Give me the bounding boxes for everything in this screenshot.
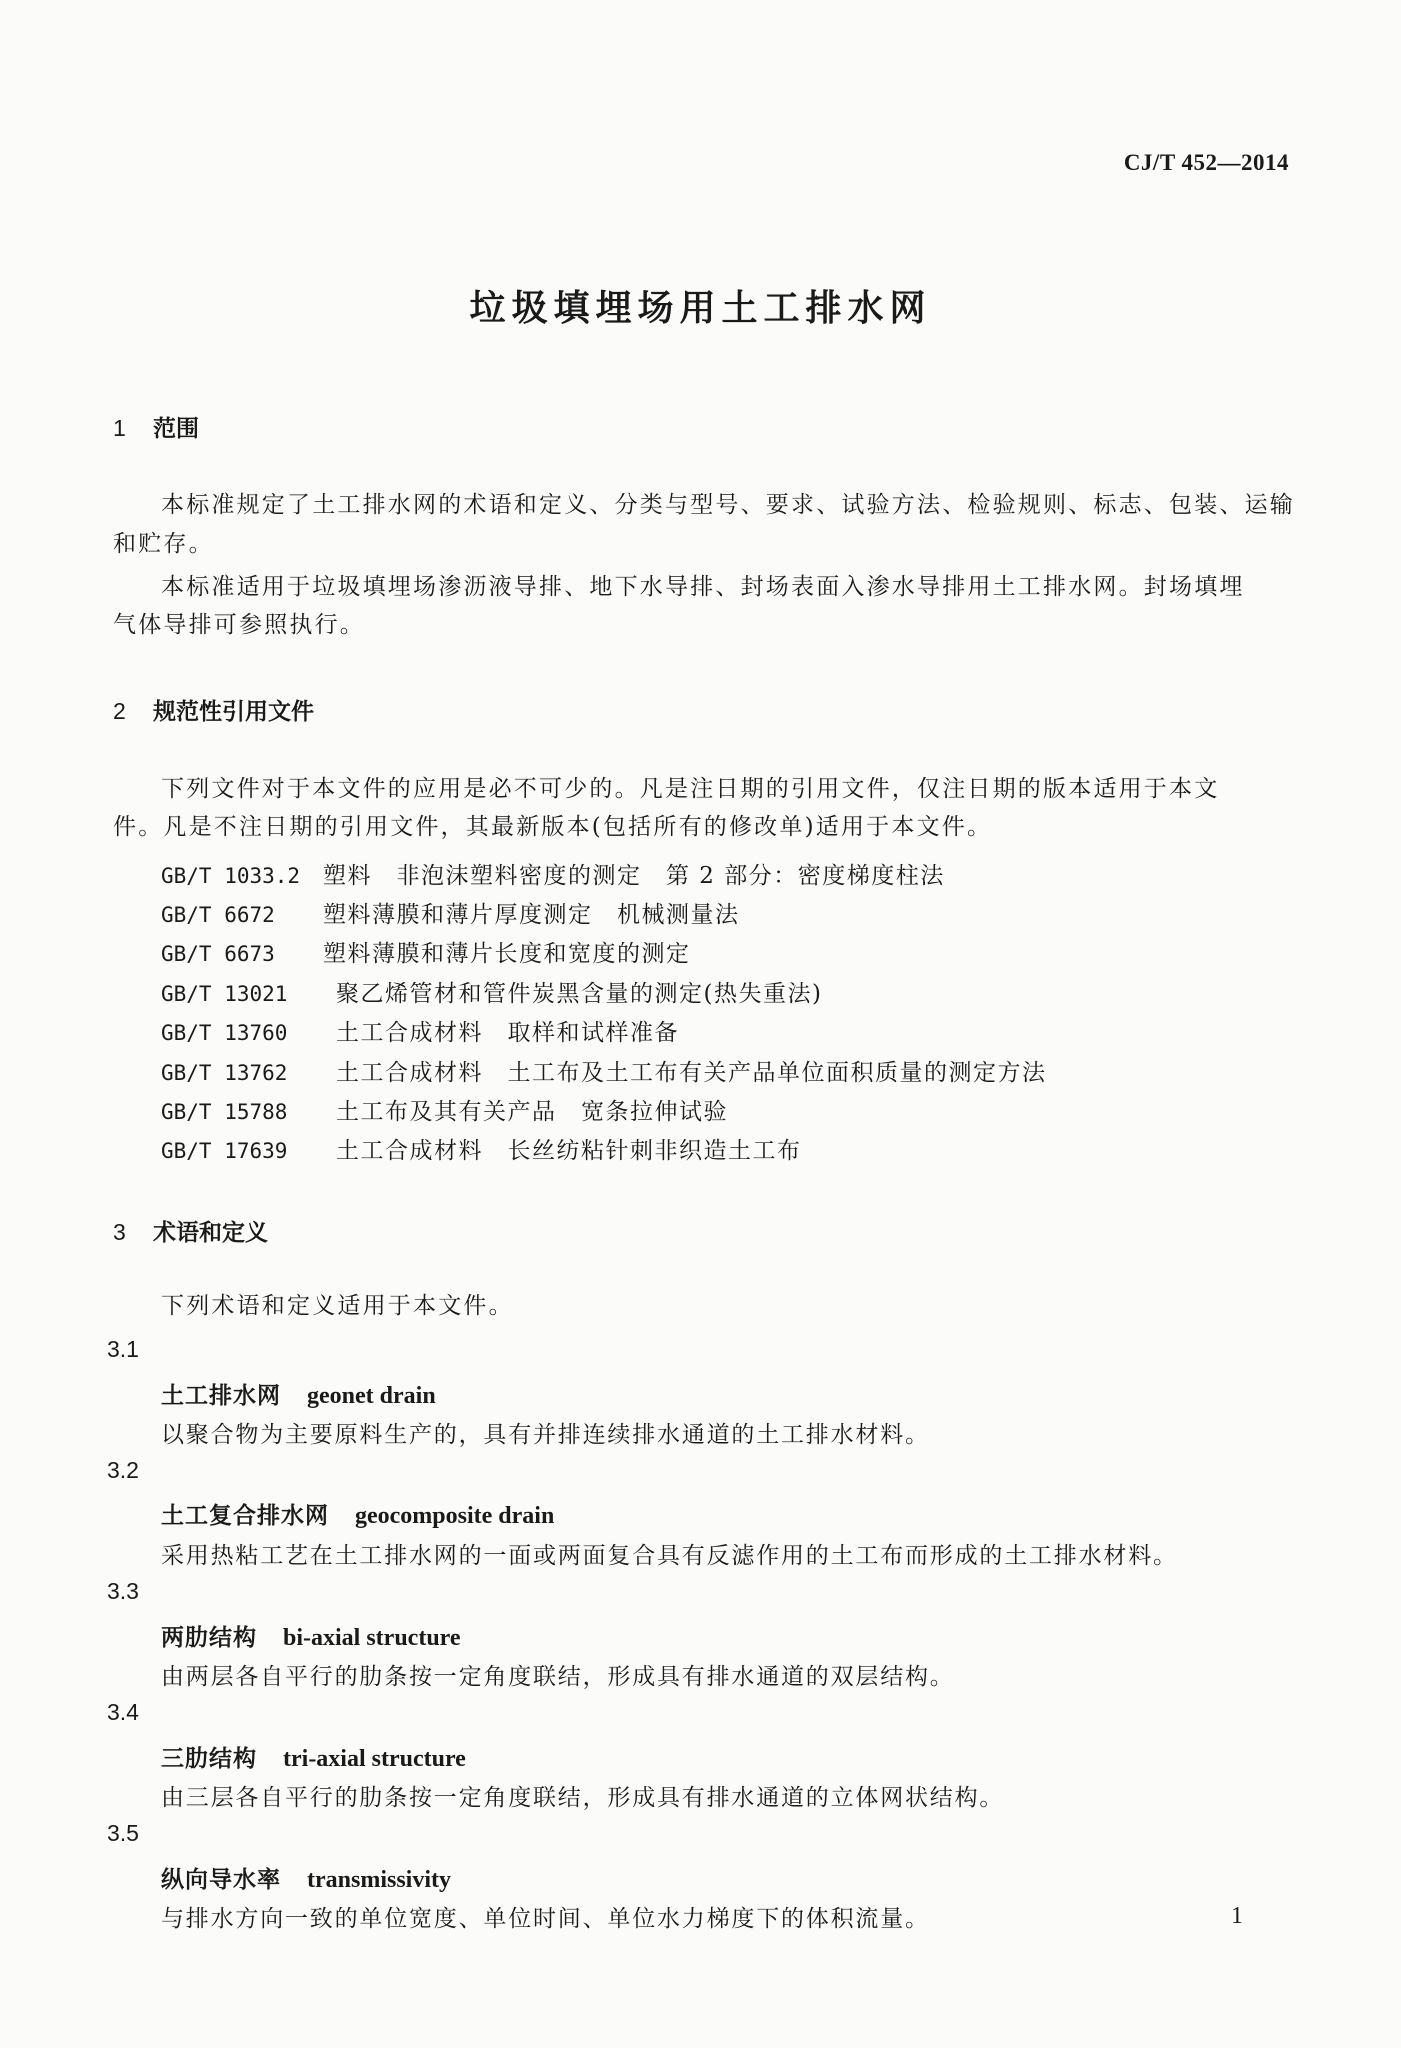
section-number: 1	[113, 415, 126, 441]
section-3-heading	[113, 1214, 268, 1247]
reference-item	[161, 1132, 802, 1165]
term-heading	[161, 1740, 466, 1773]
term-definition: 由三层各自平行的肋条按一定角度联结，形成具有排水通道的立体网状结构。	[161, 1785, 1005, 1811]
section-title: 术语和定义	[153, 1220, 268, 1246]
reference-code: GB/T 15788	[161, 1100, 288, 1124]
scope-paragraph-1-line-2: 和贮存。	[113, 531, 214, 557]
term-heading	[161, 1497, 554, 1530]
reference-code: GB/T 6673	[161, 942, 275, 966]
term-english: tri-axial structure	[283, 1746, 466, 1772]
reference-title: 聚乙烯管材和管件炭黑含量的测定(热失重法)	[336, 981, 823, 1007]
reference-code: GB/T 1033.2	[161, 864, 301, 888]
reference-title: 土工合成材料 长丝纺粘针刺非织造土工布	[336, 1138, 802, 1164]
term-chinese: 三肋结构	[161, 1746, 257, 1772]
normative-intro-line-2: 件。凡是不注日期的引用文件，其最新版本(包括所有的修改单)适用于本文件。	[113, 814, 993, 840]
reference-code: GB/T 17639	[161, 1139, 288, 1163]
clause-number: 3.1	[107, 1336, 139, 1362]
section-title: 范围	[153, 416, 199, 442]
term-definition: 以聚合物为主要原料生产的，具有并排连续排水通道的土工排水材料。	[161, 1422, 930, 1448]
page-number: 1	[1231, 1903, 1243, 1929]
term-definition: 由两层各自平行的肋条按一定角度联结，形成具有排水通道的双层结构。	[161, 1664, 955, 1690]
term-english: transmissivity	[307, 1867, 451, 1893]
clause-number: 3.4	[107, 1699, 139, 1725]
term-heading	[161, 1377, 436, 1410]
scope-paragraph-2-line-1: 本标准适用于垃圾填埋场渗沥液导排、地下水导排、封场表面入渗水导排用土工排水网。封场填埋	[161, 574, 1245, 600]
term-heading	[161, 1619, 461, 1652]
terms-intro: 下列术语和定义适用于本文件。	[161, 1293, 514, 1319]
scope-paragraph-2-line-2: 气体导排可参照执行。	[113, 612, 365, 638]
clause-number: 3.5	[107, 1820, 139, 1846]
normative-intro-line-1: 下列文件对于本文件的应用是必不可少的。凡是注日期的引用文件，仅注日期的版本适用于本文	[161, 776, 1220, 802]
reference-item	[161, 896, 740, 929]
document-title: 垃圾填埋场用土工排水网	[469, 288, 932, 329]
reference-item	[161, 857, 945, 890]
reference-code: GB/T 13021	[161, 982, 288, 1006]
reference-code: GB/T 13760	[161, 1021, 288, 1045]
reference-item	[161, 1054, 1047, 1087]
term-chinese: 土工排水网	[161, 1383, 281, 1409]
term-chinese: 两肋结构	[161, 1625, 257, 1651]
reference-code: GB/T 13762	[161, 1061, 288, 1085]
reference-title: 土工合成材料 土工布及土工布有关产品单位面积质量的测定方法	[336, 1060, 1047, 1086]
clause-number: 3.3	[107, 1578, 139, 1604]
reference-title: 土工布及其有关产品 宽条拉伸试验	[336, 1099, 728, 1125]
section-number: 3	[113, 1219, 126, 1245]
section-1-heading	[113, 410, 199, 443]
reference-item	[161, 1014, 679, 1047]
section-number: 2	[113, 698, 126, 724]
reference-title: 塑料薄膜和薄片长度和宽度的测定	[323, 941, 691, 967]
reference-title: 土工合成材料 取样和试样准备	[336, 1020, 679, 1046]
term-definition: 采用热粘工艺在土工排水网的一面或两面复合具有反滤作用的土工布而形成的土工排水材料。	[161, 1543, 1178, 1569]
standard-code: CJ/T 452—2014	[1123, 150, 1289, 175]
term-chinese: 土工复合排水网	[161, 1503, 329, 1529]
section-title: 规范性引用文件	[153, 699, 314, 725]
reference-code: GB/T 6672	[161, 903, 275, 927]
section-2-heading	[113, 693, 314, 726]
term-definition: 与排水方向一致的单位宽度、单位时间、单位水力梯度下的体积流量。	[161, 1906, 930, 1932]
scope-paragraph-1-line-1: 本标准规定了土工排水网的术语和定义、分类与型号、要求、试验方法、检验规则、标志、包装、运输	[161, 492, 1295, 518]
reference-item	[161, 975, 822, 1008]
clause-number: 3.2	[107, 1457, 139, 1483]
term-heading	[161, 1861, 451, 1894]
reference-title: 塑料 非泡沫塑料密度的测定 第 2 部分：密度梯度柱法	[323, 863, 945, 889]
term-chinese: 纵向导水率	[161, 1867, 281, 1893]
term-english: bi-axial structure	[283, 1625, 461, 1651]
reference-title: 塑料薄膜和薄片厚度测定 机械测量法	[323, 902, 740, 928]
reference-item	[161, 935, 691, 968]
term-english: geocomposite drain	[355, 1503, 555, 1529]
reference-item	[161, 1093, 728, 1126]
term-english: geonet drain	[307, 1383, 436, 1409]
